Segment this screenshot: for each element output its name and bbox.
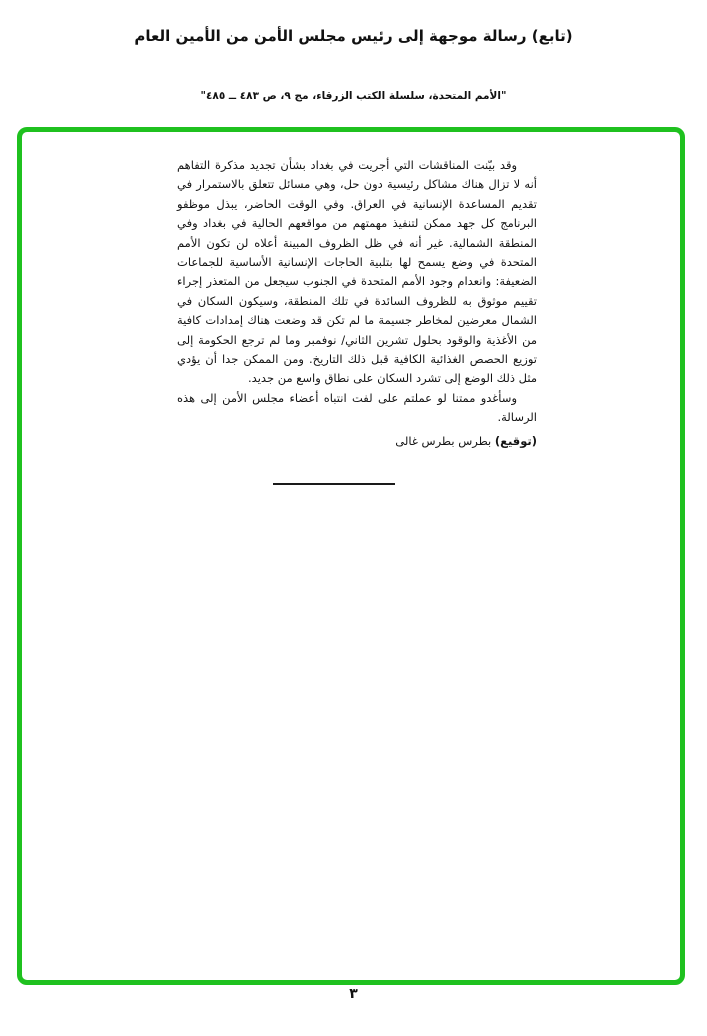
signature-line bbox=[177, 432, 537, 451]
letter-paragraph-1: وقد بيّنت المناقشات التي أجريت في بغداد بشأن تجديد مذكرة التفاهم أنه لا تزال هناك مشاكل رئيسية دون حل، وهي مسائل تتعلق بالاستمرار في تقديم المساعدة الإنسانية في العراق. وفي الوقت الحاضر، يبذل موظفو البرنامج كل جهد ممكن لتنفيذ مهمتهم من مواقعهم الحالية في بغداد وفي المنطقة الشمالية. غير أنه في ظل الظروف المبينة أعلاه لن تكون الأمم المتحدة في وضع يسمح لها بتلبية الحاجات الإنسانية الأساسية للجماعات الضعيفة: وانعدام وجود الأمم المتحدة في الجنوب سيجعل من المتعذر إجراء تقييم موثوق به للظروف السائدة في تلك المنطقة، وسيكون السكان في الشمال معرضين لمخاطر جسيمة ما لم تكن قد وضعت هناك إمدادات كافية من الأغذية والوقود بحلول تشرين الثاني/ نوفمبر وما لم ترجع الحكومة إلى توزيع الحصص الغذائية الكافية قبل ذلك التاريخ. ومن الممكن جدا أن يؤدي مثل ذلك الوضع إلى تشرد السكان على نطاق واسع من جديد. bbox=[177, 158, 537, 386]
page-number: ٣ bbox=[349, 986, 358, 1002]
letter-paragraph-2: وسأغدو ممتنا لو عملتم على لفت انتباه أعضاء مجلس الأمن إلى هذه الرسالة. bbox=[177, 390, 537, 425]
section-divider bbox=[273, 483, 395, 485]
document-title: (تابع) رسالة موجهة إلى رئيس مجلس الأمن من الأمين العام bbox=[134, 27, 573, 45]
document-source-line: "الأمم المتحدة، سلسلة الكتب الزرقاء، مج ٩، ص ٤٨٣ ــ ٤٨٥" bbox=[200, 90, 507, 102]
highlight-box bbox=[17, 127, 685, 985]
signature-name: بطرس بطرس غالى bbox=[395, 433, 492, 448]
signature-label: (توقيع) bbox=[494, 433, 537, 448]
letter-body bbox=[177, 156, 537, 485]
